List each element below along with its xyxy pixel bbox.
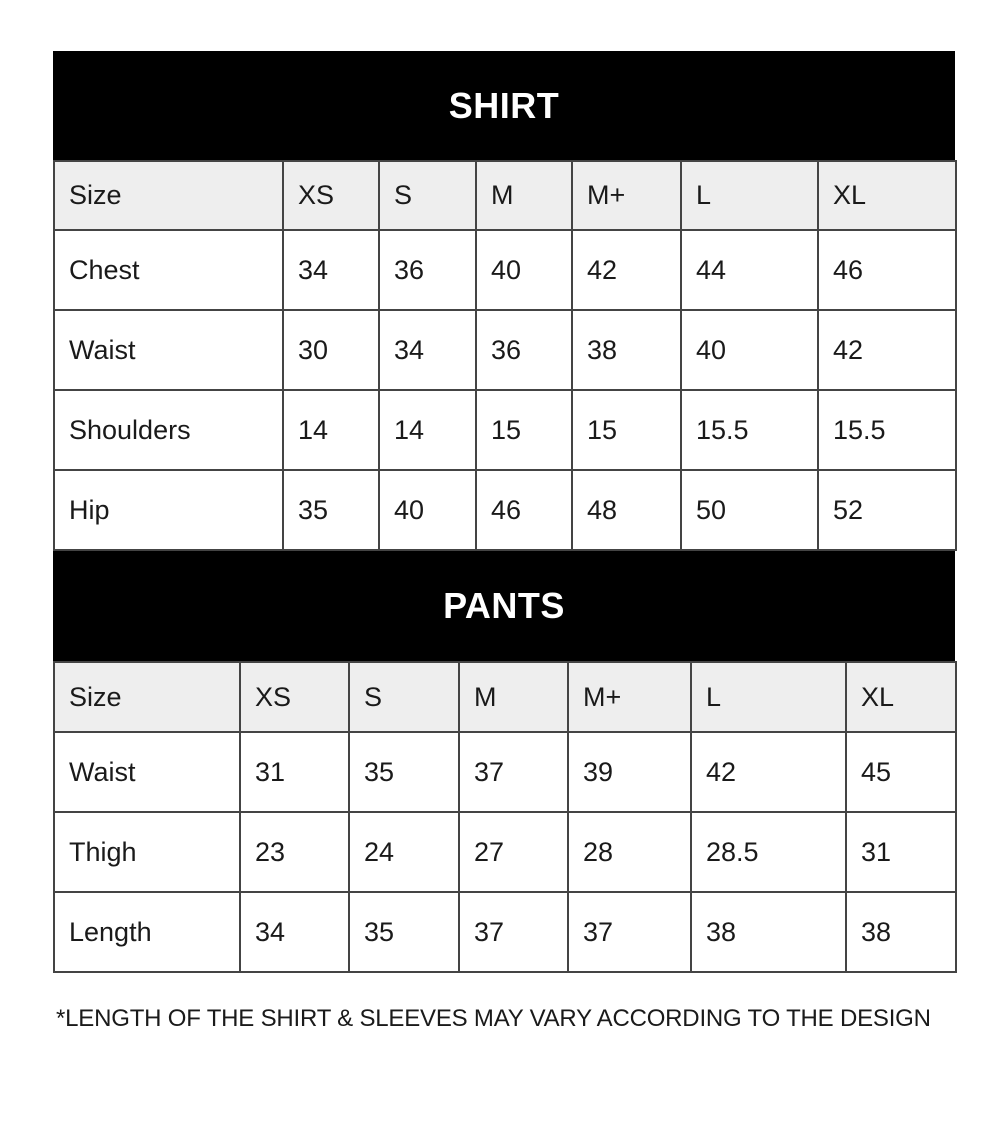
table-cell: 40 <box>681 310 818 390</box>
table-cell: 38 <box>846 892 956 972</box>
table-cell: 46 <box>818 230 956 310</box>
row-label: Length <box>54 892 240 972</box>
row-label: Size <box>54 161 283 230</box>
shirt-size-row <box>54 161 956 230</box>
size-header-cell: XS <box>283 161 379 230</box>
table-cell: 15 <box>572 390 681 470</box>
table-row <box>54 230 956 310</box>
table-cell: 48 <box>572 470 681 550</box>
table-cell: 35 <box>283 470 379 550</box>
table-cell: 23 <box>240 812 349 892</box>
table-cell: 27 <box>459 812 568 892</box>
size-chart <box>53 51 955 973</box>
size-header-cell: M <box>476 161 572 230</box>
pants-size-table <box>53 661 957 973</box>
row-label: Size <box>54 662 240 732</box>
table-cell: 34 <box>379 310 476 390</box>
pants-section-title: PANTS <box>53 551 955 661</box>
table-cell: 42 <box>818 310 956 390</box>
table-cell: 37 <box>459 892 568 972</box>
table-cell: 14 <box>379 390 476 470</box>
size-header-cell: XL <box>818 161 956 230</box>
table-cell: 24 <box>349 812 459 892</box>
table-cell: 40 <box>476 230 572 310</box>
size-header-cell: M <box>459 662 568 732</box>
size-header-cell: XS <box>240 662 349 732</box>
table-cell: 37 <box>568 892 691 972</box>
size-header-cell: L <box>691 662 846 732</box>
table-row <box>54 732 956 812</box>
table-cell: 30 <box>283 310 379 390</box>
table-cell: 34 <box>283 230 379 310</box>
table-cell: 15.5 <box>818 390 956 470</box>
table-cell: 28.5 <box>691 812 846 892</box>
table-row <box>54 892 956 972</box>
size-header-cell: S <box>349 662 459 732</box>
table-cell: 36 <box>476 310 572 390</box>
table-cell: 28 <box>568 812 691 892</box>
table-cell: 45 <box>846 732 956 812</box>
table-cell: 34 <box>240 892 349 972</box>
shirt-section-title: SHIRT <box>53 51 955 160</box>
pants-size-row <box>54 662 956 732</box>
table-cell: 35 <box>349 892 459 972</box>
table-cell: 52 <box>818 470 956 550</box>
table-cell: 50 <box>681 470 818 550</box>
table-cell: 37 <box>459 732 568 812</box>
shirt-size-table <box>53 160 957 551</box>
table-cell: 44 <box>681 230 818 310</box>
row-label: Waist <box>54 732 240 812</box>
table-cell: 35 <box>349 732 459 812</box>
table-row <box>54 812 956 892</box>
table-row <box>54 390 956 470</box>
table-cell: 46 <box>476 470 572 550</box>
size-header-cell: S <box>379 161 476 230</box>
footnote: *LENGTH OF THE SHIRT & SLEEVES MAY VARY ACCORDING TO THE DESIGN <box>56 1005 931 1032</box>
table-cell: 36 <box>379 230 476 310</box>
table-cell: 15.5 <box>681 390 818 470</box>
table-cell: 38 <box>691 892 846 972</box>
table-cell: 31 <box>240 732 349 812</box>
table-cell: 15 <box>476 390 572 470</box>
table-cell: 38 <box>572 310 681 390</box>
table-cell: 42 <box>572 230 681 310</box>
table-cell: 39 <box>568 732 691 812</box>
size-header-cell: M+ <box>572 161 681 230</box>
table-row <box>54 470 956 550</box>
size-header-cell: L <box>681 161 818 230</box>
row-label: Chest <box>54 230 283 310</box>
table-cell: 40 <box>379 470 476 550</box>
size-header-cell: XL <box>846 662 956 732</box>
table-cell: 14 <box>283 390 379 470</box>
row-label: Hip <box>54 470 283 550</box>
table-row <box>54 310 956 390</box>
table-cell: 31 <box>846 812 956 892</box>
row-label: Thigh <box>54 812 240 892</box>
row-label: Shoulders <box>54 390 283 470</box>
row-label: Waist <box>54 310 283 390</box>
table-cell: 42 <box>691 732 846 812</box>
size-header-cell: M+ <box>568 662 691 732</box>
